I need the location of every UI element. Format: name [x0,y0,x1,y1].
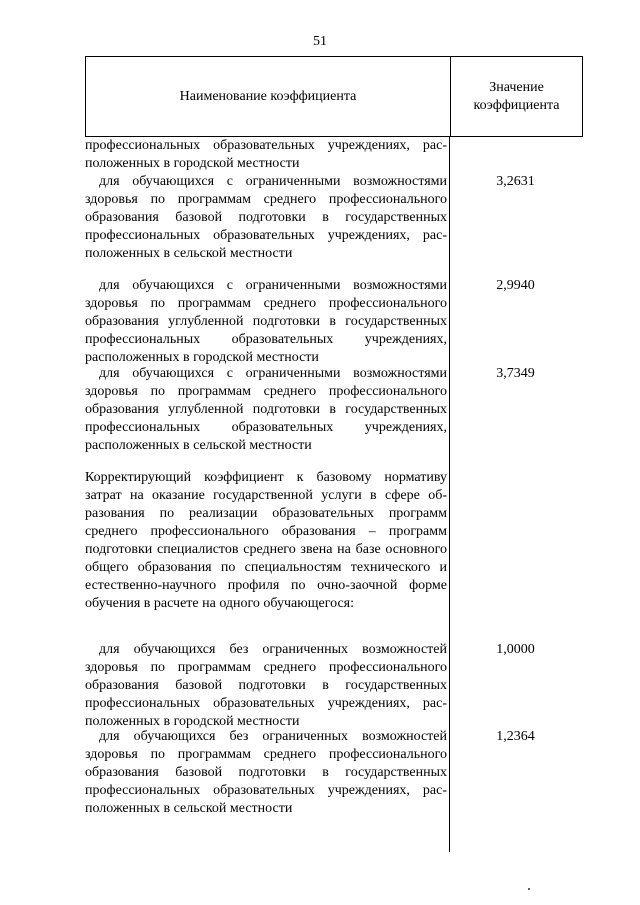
row-text: для обучающихся с ограниченными возможностями здоровья по программам среднего профессионального образования углубленной подготовки в государственных профессиональных образовательных учреждениях, расположенных в городской местности [85,278,447,365]
row-text: для обучающихся без ограниченных возможностей здоровья по программам среднего профессионального образования базовой подготовки в государственных профессиональных образовательных учреждениях, расположенных в сельской местности [85,729,447,816]
row-text: для обучающихся без ограниченных возможностей здоровья по программам среднего профессионального образования базовой подготовки в государственных профессиональных образовательных учреждениях, расположенных в городской местности [85,642,447,729]
row-value: 1,0000 [496,642,535,657]
header-value-cell [451,57,582,136]
row-value: 2,9940 [496,278,535,293]
row-text: Корректирующий коэффициент к базовому нормативу затрат на оказание государственной услуги в сфере образования по реализации образовательных программ среднего профессионального образования – программ подготовки специалистов среднего звена на базе основного общего образования по специальностям технического и естественно-научного профиля по очно-заочной форме обучения в расчете на одного обучающегося: [85,470,447,611]
coefficient-table [85,56,583,846]
table-header [85,56,583,137]
header-value-line1: Значение [489,79,544,95]
page-number: 51 [313,34,327,49]
row-text: для обучающихся с ограниченными возможностями здоровья по программам среднего профессионального образования углубленной подготовки в государственных профессиональных образовательных учреждениях, расположенных в сельской местности [85,366,447,453]
header-value-line2: коэффициента [473,97,560,113]
scan-speck [528,888,530,890]
row-text: профессиональных образовательных учреждениях, расположенных в городской местности [85,138,447,171]
header-name-cell: Наименование коэффициента [179,88,357,104]
row-value: 3,2631 [496,174,535,189]
row-value: 3,7349 [496,366,535,381]
row-value: 1,2364 [496,729,535,744]
row-text: для обучающихся с ограниченными возможностями здоровья по программам среднего профессионального образования базовой подготовки в государственных профессиональных образовательных учреждениях, расположенных в сельской местности [85,174,447,261]
